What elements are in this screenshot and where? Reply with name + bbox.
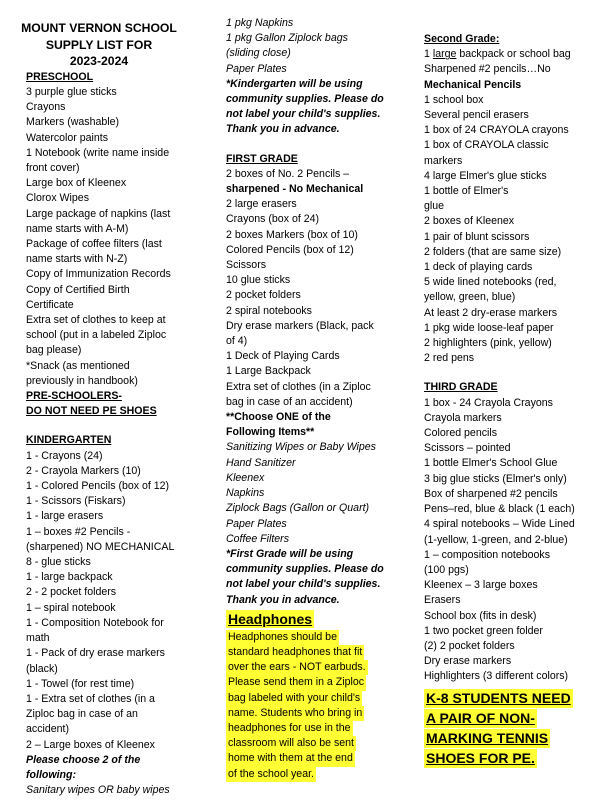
first-grade-community-note: community supplies. Please do: [226, 563, 384, 576]
section-second-grade: [424, 32, 604, 366]
list-item: 1 - Crayons (24): [26, 449, 103, 462]
column-right: [424, 0, 604, 769]
headphones-line: headphones for use in the: [226, 721, 353, 736]
preschool-pe-note-line-1: PRE-SCHOOLERS-: [26, 390, 122, 403]
list-item: yellow, green, blue): [424, 291, 516, 304]
list-item: Kleenex – 3 large boxes: [424, 579, 538, 592]
list-item: 3 big glue sticks (Elmer's only): [424, 472, 567, 485]
list-item: Crayons: [26, 101, 66, 114]
list-item: 2 large erasers: [226, 198, 297, 211]
backpack-prefix: 1: [424, 48, 433, 61]
pe-note-line: MARKING TENNIS: [426, 729, 549, 746]
list-item: sharpened - No Mechanical: [226, 183, 364, 196]
list-item: At least 2 dry-erase markers: [424, 306, 558, 319]
list-item: 2 boxes Markers (box of 10): [226, 228, 358, 241]
list-item: Extra set of clothes (in a Ziploc: [226, 380, 371, 393]
list-item: Highlighters (3 different colors): [424, 670, 569, 683]
list-item: Clorox Wipes: [26, 192, 89, 205]
list-item: 1 - Towel (for rest time): [26, 677, 135, 690]
headphones-text: [226, 630, 406, 782]
list-item: of 4): [226, 335, 248, 348]
column-middle: [226, 0, 406, 782]
list-item: 2 highlighters (pink, yellow): [424, 337, 552, 350]
column-left: [21, 0, 206, 798]
section-first-grade: [226, 152, 406, 608]
list-item: 2 boxes of Kleenex: [424, 215, 515, 228]
list-item: 1 pair of blunt scissors: [424, 230, 530, 243]
backpack-large-underlined: large: [432, 48, 457, 61]
kindergarten-community-note: *Kindergarten will be using: [226, 77, 363, 90]
kindergarten-community-note: Thank you in advance.: [226, 123, 340, 136]
list-item: Scissors – pointed: [424, 442, 511, 455]
list-item: 1 box of 24 CRAYOLA crayons: [424, 124, 569, 137]
headphones-line: of the school year.: [226, 767, 316, 782]
list-item: 1 deck of playing cards: [424, 261, 533, 274]
first-grade-choose-line-2: Following Items**: [226, 426, 315, 439]
list-item: (1-yellow, 1-green, and 2-blue): [424, 533, 568, 546]
list-item: Colored Pencils (box of 12): [226, 243, 354, 256]
list-item: markers: [424, 154, 463, 167]
list-item: Extra set of clothes to keep at: [26, 314, 166, 327]
list-item: 1 box - 24 Crayola Crayons: [424, 396, 553, 409]
list-item: 1 box of CRAYOLA classic: [424, 139, 549, 152]
list-item: (sharpened) NO MECHANICAL: [26, 540, 175, 553]
first-grade-choose-line-1: **Choose ONE of the: [226, 411, 331, 424]
list-item: 4 large Elmer's glue sticks: [424, 169, 547, 182]
title-line-2: SUPPLY LIST FOR: [45, 37, 153, 52]
headphones-line: over the ears - NOT earbuds.: [226, 660, 368, 675]
list-item: Crayons (box of 24): [226, 213, 320, 226]
list-item: *Snack (as mentioned: [26, 359, 130, 372]
list-item: 1 two pocket green folder: [424, 624, 543, 637]
headphones-line: name. Students who bring in: [226, 706, 364, 721]
first-grade-heading: FIRST GRADE: [226, 152, 298, 165]
list-item: school (put in a labeled Ziploc: [26, 329, 167, 342]
first-grade-community-note: *First Grade will be using: [226, 547, 354, 560]
list-item: (black): [26, 662, 58, 675]
headphones-line: home with them at the end: [226, 751, 355, 766]
kindergarten-list: [26, 449, 206, 753]
list-item: 1 bottle Elmer's School Glue: [424, 457, 558, 470]
list-item: 1 – composition notebooks: [424, 548, 551, 561]
list-item: Dry erase markers (Black, pack: [226, 319, 374, 332]
list-item: Markers (washable): [26, 116, 120, 129]
list-item: 3 purple glue sticks: [26, 85, 117, 98]
list-item: 1 school box: [424, 93, 484, 106]
section-kindergarten: [26, 433, 206, 798]
list-item: 2 spiral notebooks: [226, 304, 312, 317]
list-item: Large package of napkins (last: [26, 207, 171, 220]
first-grade-community-note: not label your child's supplies.: [226, 578, 381, 591]
first-grade-choice-item: Sanitizing Wipes or Baby Wipes: [226, 441, 376, 454]
kindergarten-choice-item: 1 pkg Napkins: [226, 17, 294, 29]
third-grade-heading: THIRD GRADE: [424, 381, 498, 394]
list-item: Sharpened #2 pencils…No: [424, 63, 551, 76]
list-item: 1 pkg wide loose-leaf paper: [424, 321, 554, 334]
list-item: 8 - glue sticks: [26, 556, 91, 569]
list-item: Scissors: [226, 259, 267, 272]
list-item: 1 – spiral notebook: [26, 601, 116, 614]
list-item: 2 folders (that are same size): [424, 245, 562, 258]
first-grade-community-note: Thank you in advance.: [226, 593, 340, 606]
list-item: 2 red pens: [424, 352, 475, 365]
list-item: 2 - Crayola Markers (10): [26, 464, 141, 477]
list-item: 1 bottle of Elmer's: [424, 185, 509, 198]
list-item: 2 pocket folders: [226, 289, 301, 302]
document-title: [4, 20, 194, 70]
preschool-list: [26, 85, 206, 389]
list-item: School box (fits in desk): [424, 609, 537, 622]
headphones-line: standard headphones that fit: [226, 645, 364, 660]
kindergarten-choice-item: Paper Plates: [226, 62, 287, 75]
list-item: Ziploc bag in case of an: [26, 708, 138, 721]
kindergarten-heading: KINDERGARTEN: [26, 434, 112, 447]
first-grade-choice-item: Napkins: [226, 487, 265, 500]
section-third-grade: [424, 380, 604, 684]
list-item: 1 Large Backpack: [226, 365, 311, 378]
list-item: front cover): [26, 162, 80, 174]
headphones-line: classroom will also be sent: [226, 736, 356, 751]
list-item: Colored pencils: [424, 427, 498, 440]
list-item: Dry erase markers: [424, 655, 512, 668]
headphones-line: Headphones should be: [226, 630, 339, 645]
list-item: 5 wide lined notebooks (red,: [424, 276, 557, 289]
kindergarten-choice-item: Sanitary wipes OR baby wipes: [26, 784, 170, 797]
list-item: 4 spiral notebooks – Wide Lined: [424, 518, 575, 531]
pe-note-line: K-8 STUDENTS NEED: [426, 689, 571, 706]
list-item: 1 - Scissors (Fiskars): [26, 495, 126, 508]
kindergarten-community-note: community supplies. Please do: [226, 93, 384, 106]
kindergarten-choice-item: 1 pkg Gallon Ziplock bags: [226, 32, 348, 45]
list-item: 1 - Colored Pencils (box of 12): [26, 480, 170, 493]
list-item: Watercolor paints: [26, 131, 109, 144]
list-item: (2) 2 pocket folders: [424, 639, 515, 652]
list-item: [424, 47, 604, 62]
list-item: Erasers: [424, 594, 461, 607]
headphones-line: Please send them in a Ziploc: [226, 675, 366, 690]
first-grade-choice-item: Coffee Filters: [226, 532, 289, 545]
list-item: math: [26, 632, 50, 645]
title-line-1: MOUNT VERNON SCHOOL: [21, 21, 177, 35]
second-grade-heading: Second Grade:: [424, 33, 500, 45]
list-item: Copy of Certified Birth: [26, 283, 130, 296]
list-item: 1 Deck of Playing Cards: [226, 350, 340, 363]
list-item: Several pencil erasers: [424, 109, 529, 122]
title-line-3: 2023-2024: [69, 54, 129, 69]
kindergarten-choose-line-1: Please choose 2 of the: [26, 753, 141, 766]
list-item: 1 Notebook (write name inside: [26, 146, 170, 159]
first-grade-choice-item: Hand Sanitizer: [226, 456, 296, 469]
list-item: name starts with N-Z): [26, 253, 128, 266]
list-item: Crayola markers: [424, 411, 502, 424]
list-item: accident): [26, 723, 69, 736]
list-item: Copy of Immunization Records: [26, 268, 171, 281]
list-item: 1 - large erasers: [26, 510, 104, 523]
list-item: 1 - Extra set of clothes (in a: [26, 692, 155, 705]
list-item: name starts with A-M): [26, 222, 129, 235]
list-item: 1 – boxes #2 Pencils -: [26, 525, 131, 538]
kindergarten-continued: [226, 16, 406, 138]
list-item: Pens–red, blue & black (1 each): [424, 503, 575, 516]
backpack-suffix: backpack or school bag: [456, 48, 571, 61]
kindergarten-choice-item: (sliding close): [226, 47, 291, 60]
list-item: Large box of Kleenex: [26, 177, 127, 190]
headphones-line: bag labeled with your child's: [226, 691, 362, 706]
first-grade-choice-item: Ziplock Bags (Gallon or Quart): [226, 502, 370, 515]
kindergarten-choose-line-2: following:: [26, 768, 77, 781]
list-item: Mechanical Pencils: [424, 78, 522, 91]
list-item: 10 glue sticks: [226, 274, 291, 287]
list-item: Box of sharpened #2 pencils: [424, 487, 558, 500]
list-item: 2 – Large boxes of Kleenex: [26, 738, 155, 751]
first-grade-choice-item: Kleenex: [226, 471, 265, 484]
preschool-pe-note-line-2: DO NOT NEED PE SHOES: [26, 405, 157, 418]
list-item: 2 - 2 pocket folders: [26, 586, 117, 599]
pe-shoes-notice: [424, 689, 604, 769]
list-item: bag please): [26, 344, 82, 357]
headphones-notice: [226, 610, 406, 782]
first-grade-choice-item: Paper Plates: [226, 517, 287, 530]
kindergarten-community-note: not label your child's supplies.: [226, 108, 381, 121]
list-item: 2 boxes of No. 2 Pencils –: [226, 167, 350, 180]
list-item: (100 pgs): [424, 563, 469, 576]
list-item: bag in case of an accident): [226, 395, 353, 408]
list-item: Certificate: [26, 298, 74, 311]
headphones-heading: Headphones: [228, 610, 313, 627]
section-preschool: [26, 70, 206, 420]
list-item: 1 - Composition Notebook for: [26, 616, 164, 629]
list-item: 1 - Pack of dry erase markers: [26, 647, 165, 660]
list-item: Package of coffee filters (last: [26, 238, 162, 251]
list-item: glue: [424, 200, 445, 213]
list-item: previously in handbook): [26, 374, 138, 387]
pe-note-line: A PAIR OF NON-: [426, 709, 535, 726]
preschool-heading: PRESCHOOL: [26, 70, 94, 83]
list-item: 1 - large backpack: [26, 571, 113, 584]
pe-note-line: SHOES FOR PE.: [426, 749, 535, 766]
